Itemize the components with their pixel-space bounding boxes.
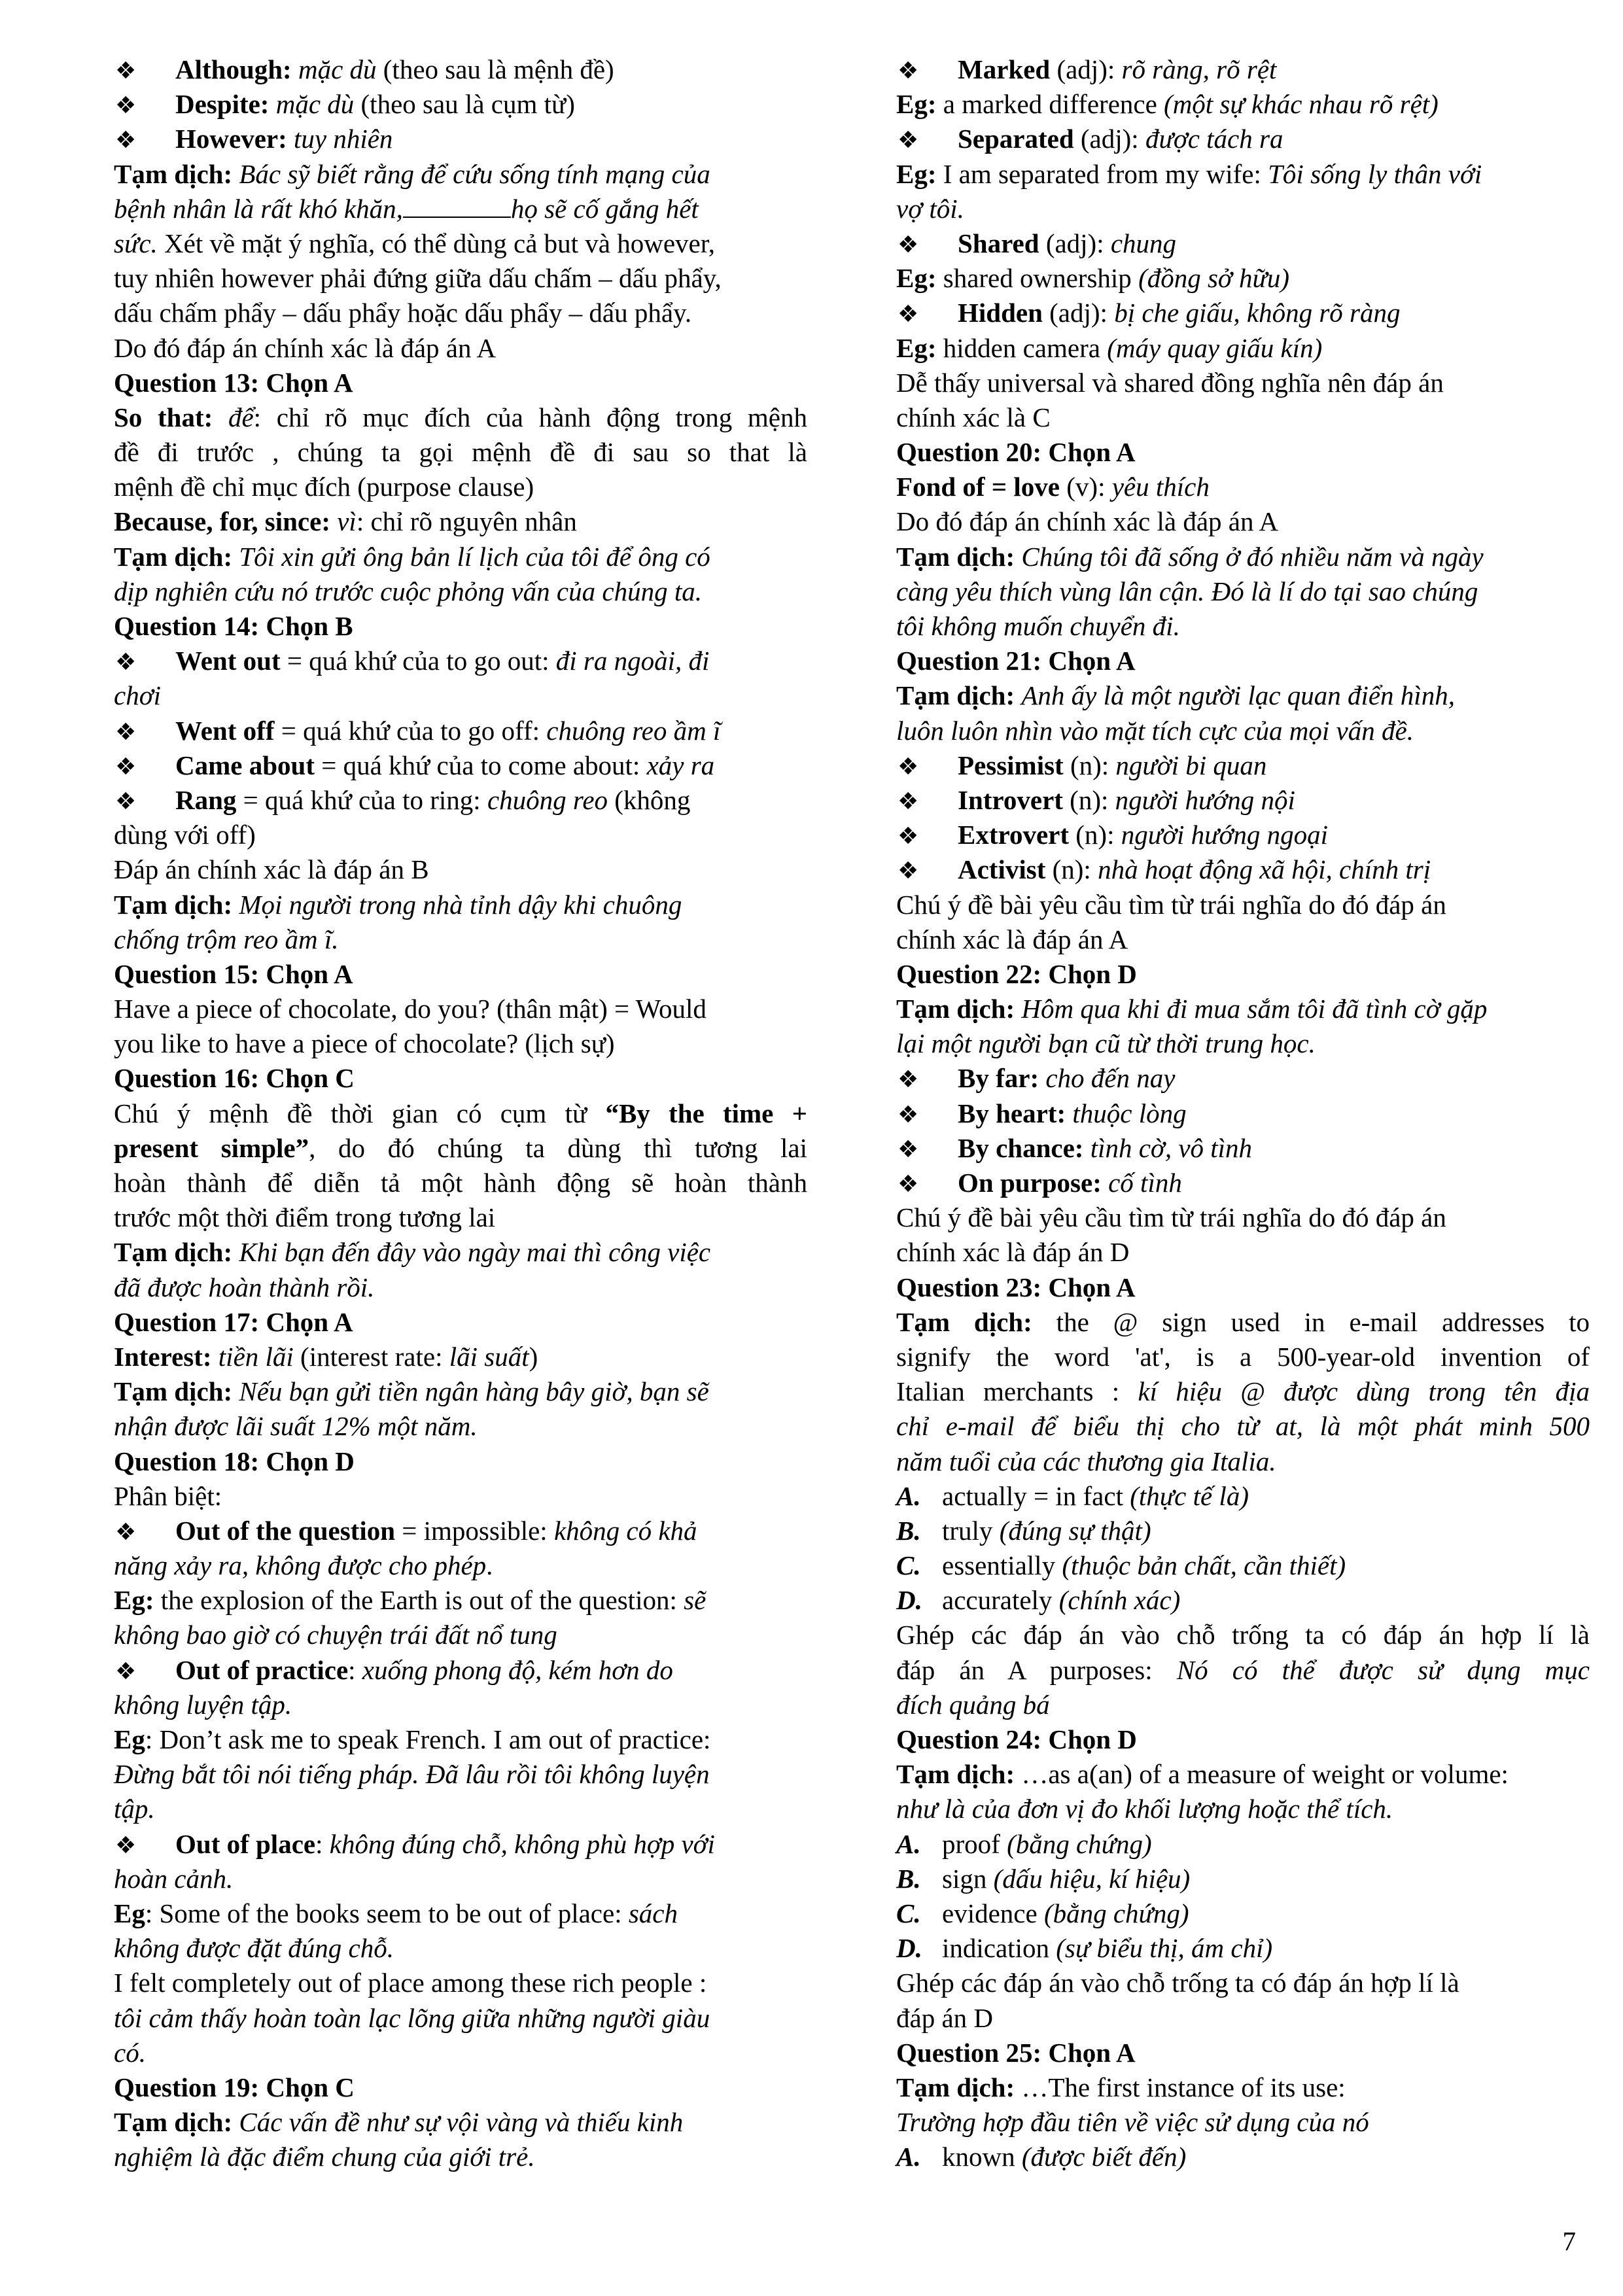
list-item: ❖ Separated (adj): được tách ra (896, 122, 1590, 156)
text-line: Chú ý mệnh đề thời gian có cụm từ “By the time + (114, 1098, 807, 1128)
bullet-icon: ❖ (898, 858, 919, 885)
text-line: Đáp án chính xác là đáp án B (114, 854, 429, 885)
bullet-icon: ❖ (898, 788, 919, 815)
translation-line: Tạm dịch: Nếu bạn gửi tiền ngân hàng bây giờ, bạn sẽ (114, 1376, 709, 1407)
list-item: ❖ By chance: tình cờ, vô tình (896, 1131, 1590, 1166)
text-line: Because, for, since: vì: chỉ rõ nguyên nhân (114, 506, 577, 537)
text-line: So that: để: chỉ rõ mục đích của hành động trong mệnh (114, 402, 807, 432)
list-item: ❖ Despite: mặc dù (theo sau là cụm từ) (114, 87, 807, 122)
text-line: đề đi trước , chúng ta gọi mệnh đề đi sau so that là (114, 437, 807, 468)
bullet-icon: ❖ (898, 1171, 919, 1198)
translation-line: Tạm dịch: Tôi xin gửi ông bản lí lịch của tôi để ông có (114, 541, 710, 572)
answer-option: A. actually = in fact (thực tế là) (896, 1480, 1249, 1511)
text-line: Chú ý đề bài yêu cầu tìm từ trái nghĩa do đó đáp án (896, 889, 1446, 920)
example-line: Eg: I am separated from my wife: Tôi sống ly thân với (896, 158, 1482, 189)
translation-line: bệnh nhân là rất khó khăn, họ sẽ cố gắng hết (114, 193, 699, 224)
translation-line: Tạm dịch: …as a(an) of a measure of weight or volume: (896, 1759, 1509, 1790)
list-item: ❖ Shared (adj): chung (896, 226, 1590, 261)
question-heading: Question 13: Chọn A (114, 367, 353, 398)
question-heading: Question 21: Chọn A (896, 646, 1136, 676)
text-line: hoàn cảnh. (114, 1863, 234, 1894)
bullet-icon: ❖ (115, 649, 137, 676)
left-column (114, 52, 807, 2174)
bullet-icon: ❖ (115, 1518, 137, 1546)
translation-line: nghiệm là đặc điểm chung của giới trẻ. (114, 2142, 535, 2172)
translation-line: Tạm dịch: …The first instance of its use: (896, 2072, 1346, 2102)
list-item: ❖ However: tuy nhiên (114, 122, 807, 156)
example-line: không bao giờ có chuyện trái đất nổ tung (114, 1620, 557, 1650)
text-line: Have a piece of chocolate, do you? (thân mật) = Would (114, 994, 707, 1024)
list-item: ❖ Out of the question = impossible: không có khả (114, 1514, 807, 1548)
text-line: Fond of = love (v): yêu thích (896, 472, 1210, 502)
text-line: đích quảng bá (896, 1689, 1050, 1720)
list-item: ❖ Hidden (adj): bị che giấu, không rõ ràng (896, 296, 1590, 330)
translation-line: Tạm dịch: Mọi người trong nhà tỉnh dậy khi chuông (114, 889, 682, 920)
bullet-icon: ❖ (898, 1066, 919, 1094)
translation-line: Tạm dịch: Khi bạn đến đây vào ngày mai thì công việc (114, 1237, 711, 1268)
list-item: ❖ Introvert (n): người hướng nội (896, 783, 1590, 818)
example-line: Eg: a marked difference (một sự khác nhau rõ rệt) (896, 89, 1439, 120)
translation-line: nhận được lãi suất 12% một năm. (114, 1411, 478, 1442)
translation-line: Trường hợp đầu tiên về việc sử dụng của nó (896, 2107, 1369, 2138)
list-item: ❖ Although: mặc dù (theo sau là mệnh đề) (114, 52, 807, 87)
text-line: đáp án D (896, 2002, 994, 2033)
example-line: Đừng bắt tôi nói tiếng pháp. Đã lâu rồi tôi không luyện (114, 1759, 710, 1790)
question-heading: Question 25: Chọn A (896, 2037, 1136, 2068)
translation-line: năm tuổi của các thương gia Italia. (896, 1446, 1276, 1476)
text-line: Dễ thấy universal và shared đồng nghĩa nên đáp án (896, 367, 1444, 398)
example-line: Eg: the explosion of the Earth is out of the question: sẽ (114, 1585, 707, 1616)
translation-line: Tạm dịch: Anh ấy là một người lạc quan điển hình, (896, 680, 1455, 711)
translation-line: tôi không muốn chuyển đi. (896, 611, 1180, 641)
bullet-icon: ❖ (898, 823, 919, 850)
text-line: present simple”, do đó chúng ta dùng thì tương lai (114, 1132, 807, 1163)
text-line: Phân biệt: (114, 1480, 222, 1511)
list-item: ❖ Pessimist (n): người bi quan (896, 748, 1590, 783)
text-line: you like to have a piece of chocolate? (lịch sự) (114, 1028, 615, 1059)
translation-line: Tạm dịch: Hôm qua khi đi mua sắm tôi đã tình cờ gặp (896, 994, 1488, 1024)
translation-line: như là của đơn vị đo khối lượng hoặc thể tích. (896, 1794, 1393, 1824)
bullet-icon: ❖ (898, 301, 919, 328)
text-line: tuy nhiên however phải đứng giữa dấu chấm – dấu phẩy, (114, 263, 722, 294)
question-heading: Question 19: Chọn C (114, 2072, 355, 2102)
bullet-icon: ❖ (115, 58, 137, 84)
translation-line: chỉ e-mail để biểu thị cho từ at, là một phát minh 500 (896, 1411, 1590, 1442)
question-heading: Question 20: Chọn A (896, 437, 1136, 468)
question-heading: Question 14: Chọn B (114, 611, 353, 641)
text-line: Chú ý đề bài yêu cầu tìm từ trái nghĩa do đó đáp án (896, 1202, 1446, 1233)
text-line: chính xác là đáp án D (896, 1237, 1130, 1268)
list-item: ❖ Went off = quá khứ của to go off: chuông reo ầm ĩ (114, 714, 807, 748)
text-line: sức. Xét về mặt ý nghĩa, có thể dùng cả but và however, (114, 228, 716, 258)
list-item: ❖ Out of practice: xuống phong độ, kém hơn do (114, 1653, 807, 1688)
question-heading: Question 18: Chọn D (114, 1446, 355, 1476)
list-item: ❖ Marked (adj): rõ ràng, rõ rệt (896, 52, 1590, 87)
text-line: chơi (114, 680, 161, 711)
example-line: Eg: Some of the books seem to be out of place: sách (114, 1898, 678, 1928)
translation-line: lại một người bạn cũ từ thời trung học. (896, 1028, 1316, 1059)
text-line: dùng với off) (114, 820, 256, 850)
translation-line: Tạm dịch: Chúng tôi đã sống ở đó nhiều năm và ngày (896, 541, 1484, 572)
bullet-icon: ❖ (115, 127, 137, 154)
list-item: ❖ On purpose: cố tình (896, 1166, 1590, 1200)
text-line: năng xảy ra, không được cho phép. (114, 1550, 493, 1581)
text-line: Ghép các đáp án vào chỗ trống ta có đáp án hợp lí là (896, 1968, 1459, 1998)
text-line: Do đó đáp án chính xác là đáp án A (114, 332, 497, 363)
answer-option: C. evidence (bằng chứng) (896, 1898, 1189, 1928)
text-line: dấu chấm phẩy – dấu phẩy hoặc dấu phẩy – dấu phẩy. (114, 298, 692, 328)
answer-option: A. proof (bằng chứng) (896, 1828, 1152, 1859)
bullet-icon: ❖ (115, 1658, 137, 1685)
text-line: đáp án A purposes: Nó có thể được sử dụng mục (896, 1654, 1590, 1685)
list-item: ❖ Went out = quá khứ của to go out: đi ra ngoài, đi (114, 644, 807, 678)
translation-line: Tạm dịch: the @ sign used in e-mail addresses to (896, 1306, 1590, 1337)
translation-line: Tạm dịch: Các vấn đề như sự vội vàng và thiếu kinh (114, 2107, 684, 2138)
example-line: tôi cảm thấy hoàn toàn lạc lõng giữa những người giàu (114, 2002, 710, 2033)
list-item: ❖ Activist (n): nhà hoạt động xã hội, chính trị (896, 852, 1590, 887)
text-line: Interest: tiền lãi (interest rate: lãi suất) (114, 1341, 538, 1372)
text-line: chính xác là C (896, 402, 1051, 432)
answer-option: D. accurately (chính xác) (896, 1585, 1181, 1616)
bullet-icon: ❖ (115, 788, 137, 815)
text-line: Ghép các đáp án vào chỗ trống ta có đáp án hợp lí là (896, 1620, 1590, 1650)
list-item: ❖ Out of place: không đúng chỗ, không phù hợp với (114, 1827, 807, 1862)
bullet-icon: ❖ (898, 231, 919, 258)
translation-line: signify the word 'at', is a 500-year-old invention of (896, 1341, 1590, 1372)
translation-line: luôn luôn nhìn vào mặt tích cực của mọi vấn đề. (896, 715, 1414, 746)
translation-line: Italian merchants : kí hiệu @ được dùng trong tên địa (896, 1376, 1590, 1407)
bullet-icon: ❖ (115, 718, 137, 746)
example-line: có. (114, 2037, 146, 2068)
answer-option: B. sign (dấu hiệu, kí hiệu) (896, 1863, 1191, 1894)
translation-line: dịp nghiên cứu nó trước cuộc phỏng vấn của chúng ta. (114, 576, 702, 606)
answer-option: C. essentially (thuộc bản chất, cần thiết) (896, 1550, 1346, 1581)
bullet-icon: ❖ (898, 1136, 919, 1163)
translation-line: càng yêu thích vùng lân cận. Đó là lí do tại sao chúng (896, 576, 1478, 606)
list-item: ❖ Extrovert (n): người hướng ngoại (896, 818, 1590, 852)
list-item: ❖ By heart: thuộc lòng (896, 1096, 1590, 1131)
translation-line: chống trộm reo ầm ĩ. (114, 924, 339, 954)
list-item: ❖ Came about = quá khứ của to come about: xảy ra (114, 748, 807, 783)
example-line: tập. (114, 1794, 155, 1824)
bullet-icon: ❖ (898, 58, 919, 84)
translation-line: đã được hoàn thành rồi. (114, 1272, 375, 1302)
question-heading: Question 23: Chọn A (896, 1272, 1136, 1302)
text-line: không luyện tập. (114, 1689, 292, 1720)
text-line: chính xác là đáp án A (896, 924, 1128, 954)
example-line: Eg: Don’t ask me to speak French. I am out of practice: (114, 1724, 711, 1754)
bullet-icon: ❖ (115, 92, 137, 120)
example-line: I felt completely out of place among these rich people : (114, 1968, 707, 1998)
example-line: vợ tôi. (896, 193, 964, 224)
question-heading: Question 15: Chọn A (114, 958, 353, 989)
text-line: trước một thời điểm trong tương lai (114, 1202, 496, 1233)
example-line: không được đặt đúng chỗ. (114, 1933, 394, 1964)
answer-option: D. indication (sự biểu thị, ám chỉ) (896, 1933, 1273, 1964)
answer-blank (403, 194, 511, 218)
page-number: 7 (1562, 2226, 1576, 2256)
example-line: Eg: shared ownership (đồng sở hữu) (896, 263, 1290, 294)
question-heading: Question 16: Chọn C (114, 1063, 355, 1094)
bullet-icon: ❖ (115, 1832, 137, 1859)
translation-line: Tạm dịch: Bác sỹ biết rằng để cứu sống tính mạng của (114, 158, 710, 189)
text-line: mệnh đề chỉ mục đích (purpose clause) (114, 472, 534, 502)
bullet-icon: ❖ (898, 127, 919, 154)
list-item: ❖ By far: cho đến nay (896, 1061, 1590, 1096)
bullet-icon: ❖ (115, 753, 137, 780)
text-line: Do đó đáp án chính xác là đáp án A (896, 506, 1279, 537)
right-column (896, 52, 1590, 2174)
text-line: hoàn thành để diễn tả một hành động sẽ hoàn thành (114, 1168, 807, 1198)
example-line: Eg: hidden camera (máy quay giấu kín) (896, 332, 1323, 363)
list-item: ❖ Rang = quá khứ của to ring: chuông reo (không (114, 783, 807, 818)
answer-option: A. known (được biết đến) (896, 2142, 1187, 2172)
bullet-icon: ❖ (898, 753, 919, 780)
bullet-icon: ❖ (898, 1101, 919, 1128)
answer-option: B. truly (đúng sự thật) (896, 1515, 1151, 1546)
question-heading: Question 17: Chọn A (114, 1306, 353, 1337)
question-heading: Question 24: Chọn D (896, 1724, 1137, 1754)
question-heading: Question 22: Chọn D (896, 958, 1137, 989)
